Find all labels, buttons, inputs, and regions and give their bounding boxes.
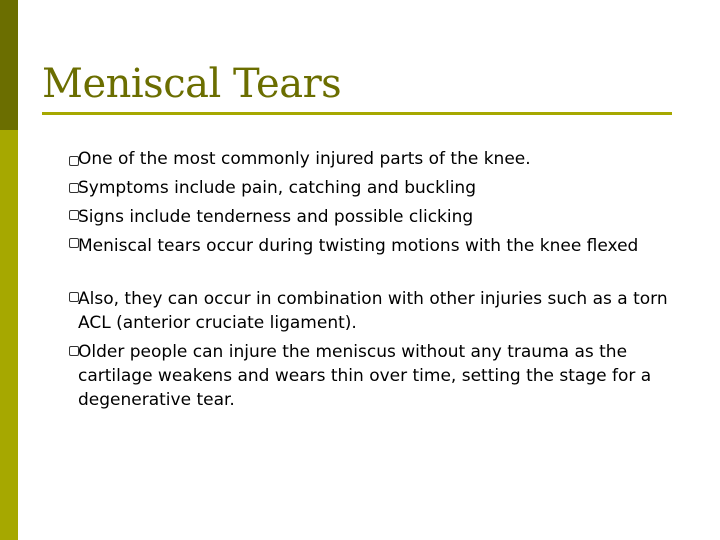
bullet-text: Symptoms include pain, catching and buckling [78,178,476,198]
bullet-item [78,340,688,412]
bullet-item [78,147,688,171]
bullet-text: Older people can injure the meniscus without any trauma as the cartilage weakens and wears thin over time, setting the stage for a degenerative tear. [78,342,652,410]
bullet-text: Also, they can occur in combination with other injuries such as a torn ACL (anterior cruciate ligament). [78,289,668,333]
bullet-text: Meniscal tears occur during twisting motions with the knee flexed [78,236,639,256]
bullet-text: One of the most commonly injured parts of the knee. [78,149,531,169]
bullet-item [78,205,688,229]
slide-title: Meniscal Tears [42,61,342,107]
bullet-item [78,287,688,335]
bullet-item [78,176,688,200]
bullet-text: Signs include tenderness and possible clicking [78,207,474,227]
bullet-item [78,234,688,258]
